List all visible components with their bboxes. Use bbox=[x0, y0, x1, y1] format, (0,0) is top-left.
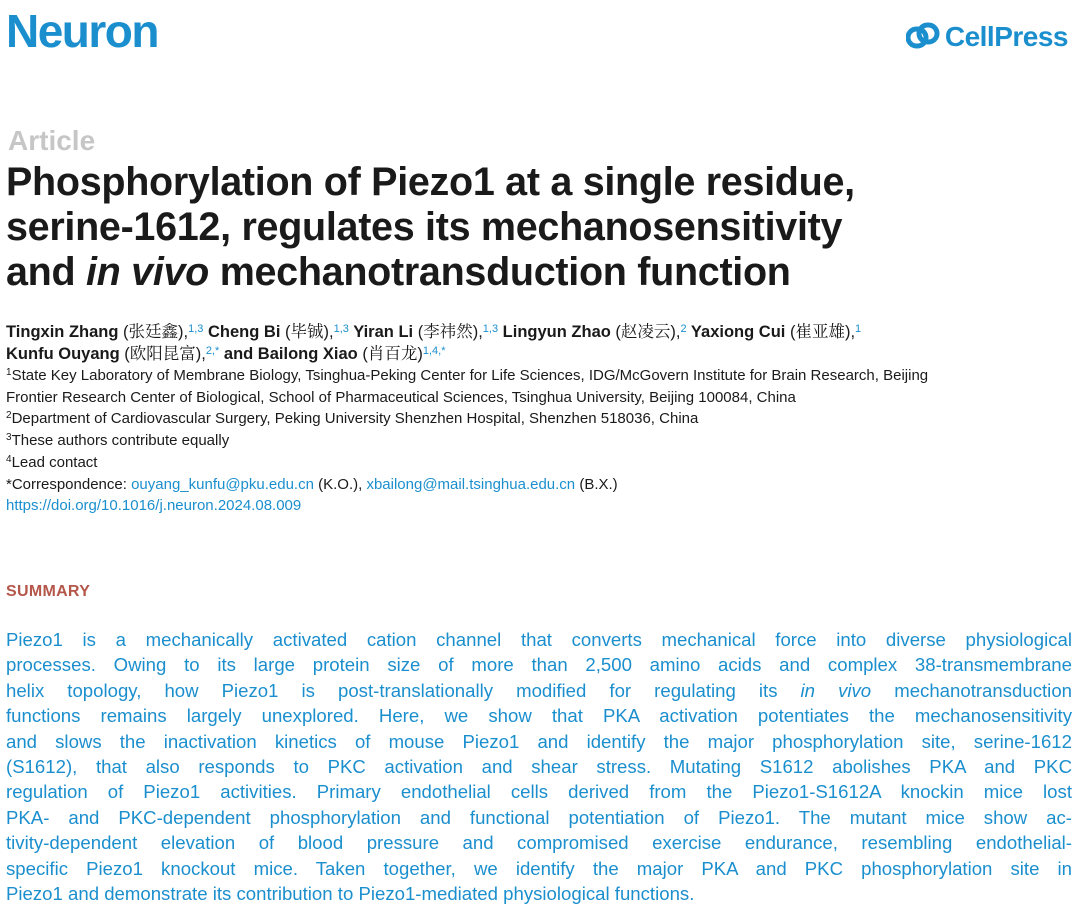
affiliations bbox=[6, 365, 1076, 517]
author: Yiran Li (李祎然),$^{1,3}$ bbox=[353, 323, 499, 341]
summary-line: helix topology, how Piezo1 is post-translationally modified for regulating its in vivo mechanotransduction bbox=[6, 679, 1072, 701]
author-affiliation-ref[interactable]: 1 bbox=[855, 323, 862, 335]
author: Kunfu Ouyang (欧阳昆富),$^{2,*}$ bbox=[6, 345, 220, 363]
summary-line: processes. Owing to its large protein size of more than 2,500 amino acids and complex 38-transmembrane bbox=[6, 654, 1072, 676]
author: and Bailong Xiao (肖百龙)$^{1,4,*}$ bbox=[223, 345, 446, 363]
title-line: Phosphorylation of Piezo1 at a single residue, bbox=[6, 160, 855, 204]
author-affiliation-ref[interactable]: 2,* bbox=[205, 345, 220, 357]
author-note: $^3$These authors contribute equally bbox=[6, 432, 230, 450]
summary-line: functions remains largely unexplored. Here, we show that PKA activation potentiates the mechanosensitivity bbox=[6, 705, 1072, 727]
summary-line: regulation of Piezo1 activities. Primary endothelial cells derived from the Piezo1-S1612A knockin mice lost bbox=[6, 781, 1072, 803]
author-affiliation-ref[interactable]: 2 bbox=[680, 323, 687, 335]
summary-line: and slows the inactivation kinetics of mouse Piezo1 and identify the major phosphorylation site, serine-1612 bbox=[6, 730, 1072, 752]
cellpress-icon bbox=[906, 22, 940, 52]
publisher-logo bbox=[906, 22, 1068, 52]
lead-contact-note: $^4$Lead contact bbox=[6, 453, 98, 471]
summary-line: specific Piezo1 knockout mice. Taken together, we identify the major PKA and PKC phosphorylation site in bbox=[6, 857, 1072, 879]
affiliation-line: $^2$Department of Cardiovascular Surgery, Peking University Shenzhen Hospital, Shenzhen 518036, China bbox=[6, 410, 699, 428]
author-list bbox=[6, 321, 1074, 365]
title-line: serine-1612, regulates its mechanosensitivity bbox=[6, 205, 843, 249]
author-affiliation-ref[interactable]: 1,4,* bbox=[422, 345, 446, 357]
title-line: and in vivo mechanotransduction function bbox=[6, 250, 791, 294]
summary-line: Piezo1 and demonstrate its contribution to Piezo1-mediated physiological functions. bbox=[6, 883, 695, 905]
publisher-name: CellPress bbox=[944, 21, 1068, 52]
doi-link[interactable]: https://doi.org/10.1016/j.neuron.2024.08.009 bbox=[6, 497, 302, 515]
summary-text bbox=[6, 627, 1072, 906]
article-type-label: Article bbox=[8, 125, 96, 156]
author-affiliation-ref[interactable]: 1,3 bbox=[188, 323, 204, 335]
affiliation-line: Frontier Research Center of Biological, School of Pharmaceutical Sciences, Tsinghua University, Beijing 100084, China bbox=[6, 388, 796, 406]
summary-heading: SUMMARY bbox=[6, 583, 91, 600]
summary-line: (S1612), that also responds to PKC activation and shear stress. Mutating S1612 abolishes PKA and PKC bbox=[6, 756, 1072, 778]
correspondence: *Correspondence: ouyang_kunfu@pku.edu.cn (K.O.), xbailong@mail.tsinghua.edu.cn (B.X.) bbox=[6, 475, 618, 493]
author-line bbox=[6, 343, 1074, 365]
author-affiliation-ref[interactable]: 1,3 bbox=[333, 323, 349, 335]
author: Tingxin Zhang (张廷鑫),$^{1,3}$ bbox=[6, 323, 204, 341]
email-link-xiao[interactable]: xbailong@mail.tsinghua.edu.cn bbox=[366, 475, 576, 493]
author-line bbox=[6, 321, 1074, 343]
author-affiliation-ref[interactable]: 1,3 bbox=[482, 323, 499, 335]
email-link-ouyang[interactable]: ouyang_kunfu@pku.edu.cn bbox=[131, 475, 314, 493]
article-title bbox=[6, 160, 1066, 295]
author: Cheng Bi (毕铖),$^{1,3}$ bbox=[208, 323, 349, 341]
affiliation-line: $^1$State Key Laboratory of Membrane Biology, Tsinghua-Peking Center for Life Sciences, IDG/McGovern Institute for Brain Research, Beijing bbox=[6, 367, 929, 384]
summary-line: tivity-dependent elevation of blood pressure and compromised exercise endurance, resembling endothelial- bbox=[6, 832, 1072, 854]
author: Yaxiong Cui (崔亚雄),$^1$ bbox=[690, 323, 862, 341]
journal-logo: Neuron bbox=[6, 5, 158, 57]
summary-line: PKA- and PKC-dependent phosphorylation and functional potentiation of Piezo1. The mutant mice show ac- bbox=[6, 806, 1072, 828]
author: Lingyun Zhao (赵凌云),$^2$ bbox=[502, 323, 687, 341]
summary-line: Piezo1 is a mechanically activated cation channel that converts mechanical force into diverse physiological bbox=[6, 629, 1072, 650]
title-italic: in vivo bbox=[86, 250, 210, 294]
